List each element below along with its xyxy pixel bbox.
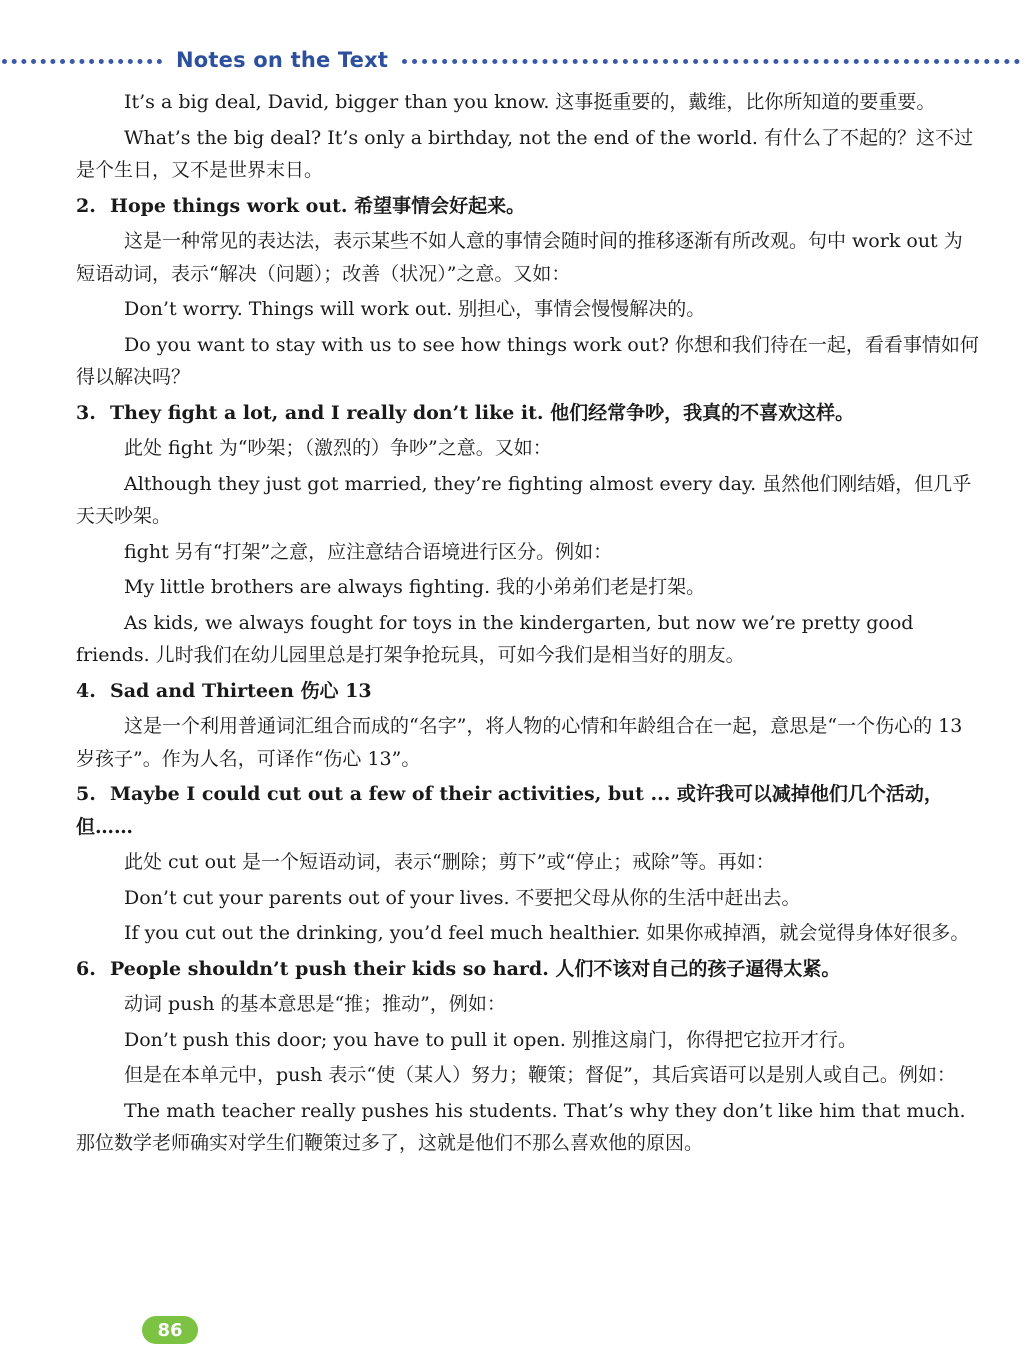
example-sentence: If you cut out the drinking, you’d feel much healthier. 如果你戒掉酒，就会觉得身体好很多。 <box>124 922 970 944</box>
page-number-badge: 86 <box>142 1316 198 1344</box>
example-sentence: Although they just got married, they’re fighting almost every day. 虽然他们刚结婚，但几乎天天吵架。 <box>76 472 972 527</box>
paragraph: 此处 cut out 是一个短语动词，表示“删除；剪下”或“停止；戒除”等。再如： <box>124 851 775 873</box>
example-sentence: Don’t push this door; you have to pull it open. 别推这扇门，你得把它拉开才行。 <box>124 1028 858 1051</box>
note-number: 3. <box>76 401 96 424</box>
header-dots-left <box>2 59 162 64</box>
example-sentence: My little brothers are always fighting. 我的小弟弟们老是打架。 <box>124 576 706 598</box>
note-number: 4. <box>76 679 96 702</box>
note-number: 2. <box>76 194 96 217</box>
paragraph: What’s the big deal? It’s only a birthday, not the end of the world. 有什么了不起的？这不过是个生日，又不是世界末日。 <box>76 126 973 181</box>
section-header <box>0 44 1024 76</box>
note-heading <box>76 397 980 430</box>
note-heading <box>76 675 980 708</box>
example-sentence: Don’t worry. Things will work out. 别担心，事情会慢慢解决的。 <box>124 298 706 320</box>
example-sentence: Do you want to stay with us to see how things work out? 你想和我们待在一起，看看事情如何得以解决吗？ <box>76 333 979 388</box>
notes-content <box>76 86 980 1163</box>
paragraph: 这是一个利用普通词汇组合而成的“名字”，将人物的心情和年龄组合在一起，意思是“一个伤心的 13 岁孩子”。作为人名，可译作“伤心 13”。 <box>76 715 963 770</box>
header-dots-right <box>402 59 1020 64</box>
note-heading <box>76 778 980 843</box>
note-title: Sad and Thirteen 伤心 13 <box>110 679 372 702</box>
example-sentence: As kids, we always fought for toys in the kindergarten, but now we’re pretty good friends. 儿时我们在幼儿园里总是打架争抢玩具，可如今我们是相当好的朋友。 <box>76 611 914 666</box>
paragraph: 动词 push 的基本意思是“推；推动”，例如： <box>124 993 506 1015</box>
note-title: Hope things work out. 希望事情会好起来。 <box>110 194 526 217</box>
example-sentence: The math teacher really pushes his students. That’s why they don’t like him that much. 那位数学老师确实对学生们鞭策过多了，这就是他们不那么喜欢他的原因。 <box>76 1099 966 1154</box>
section-title: Notes on the Text <box>176 48 389 72</box>
paragraph: 但是在本单元中，push 表示“使（某人）努力；鞭策；督促”，其后宾语可以是别人或自己。例如： <box>124 1064 956 1086</box>
paragraph: 此处 fight 为“吵架；（激烈的）争吵”之意。又如： <box>124 437 552 459</box>
paragraph: It’s a big deal, David, bigger than you know. 这事挺重要的，戴维，比你所知道的要重要。 <box>124 91 936 113</box>
note-number: 6. <box>76 957 96 980</box>
note-heading <box>76 953 980 986</box>
example-sentence: Don’t cut your parents out of your lives. 不要把父母从你的生活中赶出去。 <box>124 886 801 909</box>
note-heading <box>76 190 980 223</box>
note-title: They fight a lot, and I really don’t like it. 他们经常争吵，我真的不喜欢这样。 <box>110 401 855 424</box>
paragraph: fight 另有“打架”之意，应注意结合语境进行区分。例如： <box>124 540 613 563</box>
note-number: 5. <box>76 783 96 805</box>
note-title: People shouldn’t push their kids so hard. 人们不该对自己的孩子逼得太紧。 <box>110 957 841 980</box>
note-title: Maybe I could cut out a few of their activities, but ... 或许我可以减掉他们几个活动，但…… <box>76 783 943 838</box>
paragraph: 这是一种常见的表达法，表示某些不如人意的事情会随时间的推移逐渐有所改观。句中 work out 为短语动词，表示“解决（问题）；改善（状况）”之意。又如： <box>76 230 963 285</box>
